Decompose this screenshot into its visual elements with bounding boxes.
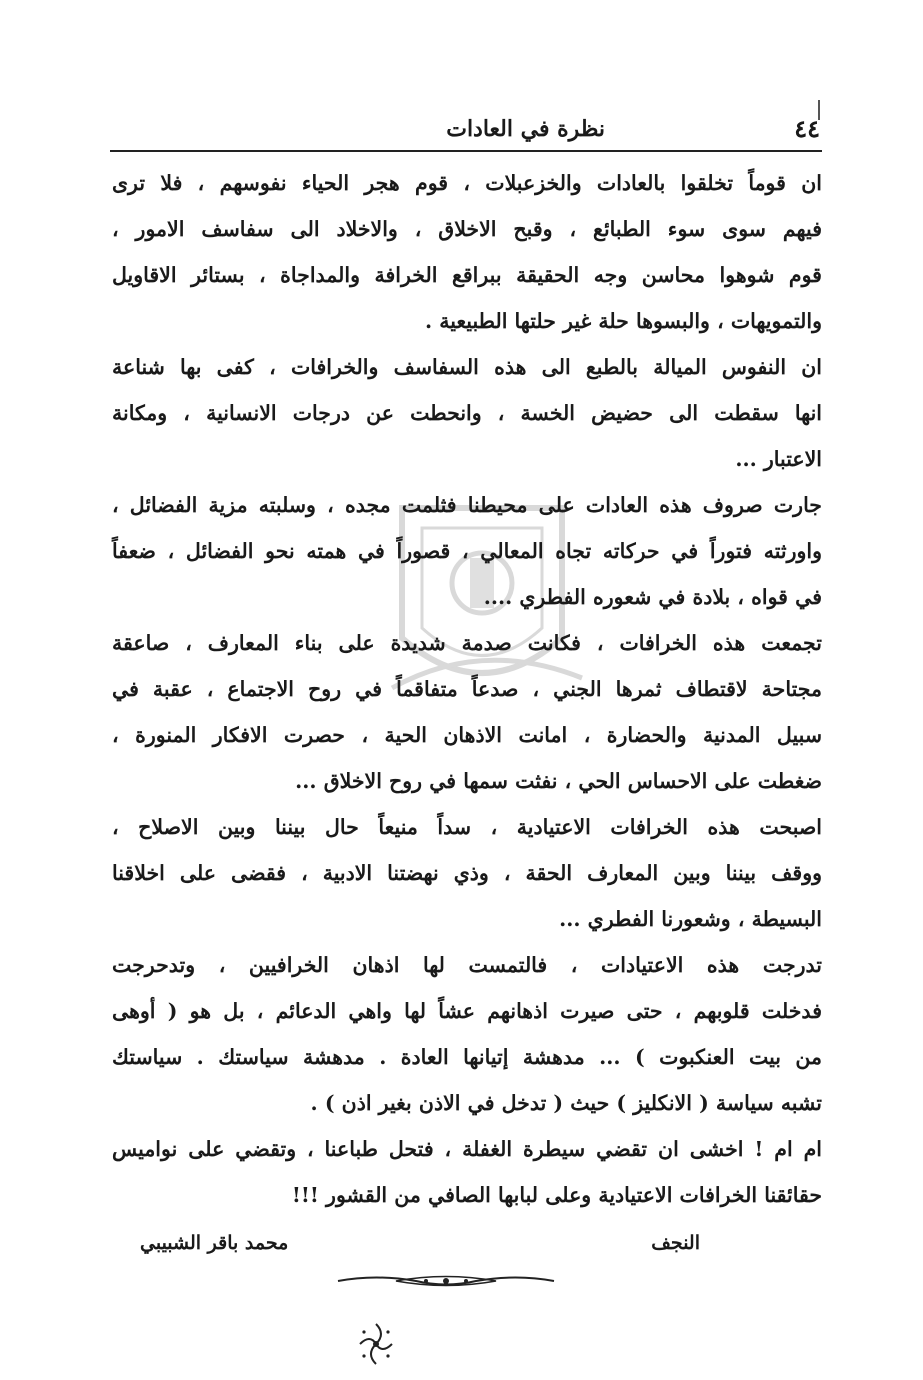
text-line: من بيت العنكبوت ) ... مدهشة إتيانها العادة . مدهشة سياستك . سياستك [112,1045,822,1069]
text-line: سبيل المدنية والحضارة ، امانت الاذهان الحية ، حصرت الافكار المنورة ، [112,723,822,747]
text-line: البسيطة ، وشعورنا الفطري ... [559,907,822,931]
paragraph [112,344,822,482]
text-line: الاعتبار ... [735,447,822,471]
text-line: اصبحت هذه الخرافات الاعتيادية ، سداً منيعاً حال بيننا وبين الاصلاح ، [112,815,822,839]
end-ornament [352,1320,400,1368]
paragraph [112,482,822,620]
text-line: جارت صروف هذه العادات على محيطنا فثلمت مجده ، وسلبته مزية الفضائل ، [112,493,822,517]
text-line: ام ام ! اخشى ان تقضي سيطرة الغفلة ، فتحل طباعنا ، وتقضي على نواميس [112,1137,822,1161]
signature-author: محمد باقر الشبيبي [140,1232,289,1254]
text-line: تشبه سياسة ( الانكليز ) حيث ( تدخل في الاذن بغير اذن ) . [310,1091,822,1115]
text-line: تجمعت هذه الخرافات ، فكانت صدمة شديدة على بناء المعارف ، صاعقة [112,631,822,655]
signature-place: النجف [651,1232,700,1254]
page-number: ٤٤ [794,114,820,143]
header-rule [110,150,822,152]
paragraph [112,620,822,804]
text-line: انها سقطت الى حضيض الخسة ، وانحطت عن درجات الانسانية ، ومكانة [112,401,822,425]
signature-row [140,1226,700,1266]
divider-ornament [336,1272,556,1290]
text-line: والتمويهات ، والبسوها حلة غير حلتها الطبيعية . [424,309,822,333]
text-line: ان قوماً تخلقوا بالعادات والخزعبلات ، قوم هجر الحياء نفوسهم ، فلا ترى [112,171,822,195]
paragraph [112,804,822,942]
paragraph [112,1126,822,1218]
body-text [112,160,822,1218]
text-line: فدخلت قلوبهم ، حتى صيرت اذهانهم عشاً لها واهي الدعائم ، بل هو ( أوهى [112,999,822,1023]
text-line: ووقف بيننا وبين المعارف الحقة ، وذي نهضتنا الادبية ، فقضى على اخلاقنا [112,861,822,885]
text-line: في قواه ، بلادة في شعوره الفطري .... [483,585,822,609]
text-line: قوم شوهوا محاسن وجه الحقيقة ببراقع الخرافة والمداجاة ، بستائر الاقاويل [112,263,822,287]
running-title: نظرة في العادات [446,116,605,142]
paragraph [112,160,822,344]
text-line: واورثته فتوراً في حركاته تجاه المعالي ، قصوراً في همته نحو الفضائل ، ضعفاً [112,539,822,563]
text-line: فيهم سوى سوء الطبائع ، وقبح الاخلاق ، والاخلاد الى سفاسف الامور ، [112,217,822,241]
text-line: ان النفوس الميالة بالطبع الى هذه السفاسف والخرافات ، كفى بها شناعة [112,355,822,379]
page-header [110,110,820,150]
text-line: ضغطت على الاحساس الحي ، نفثت سمها في روح الاخلاق ... [295,769,822,793]
text-line: حقائقنا الخرافات الاعتيادية وعلى لبابها الصافي من القشور !!! [291,1183,822,1207]
text-line: مجتاحة لاقتطاف ثمرها الجني ، صدعاً متفاقماً في روح الاجتماع ، عقبة في [112,677,822,701]
paragraph [112,942,822,1126]
text-line: تدرجت هذه الاعتيادات ، فالتمست لها اذهان الخرافيين ، وتدحرجت [112,953,822,977]
